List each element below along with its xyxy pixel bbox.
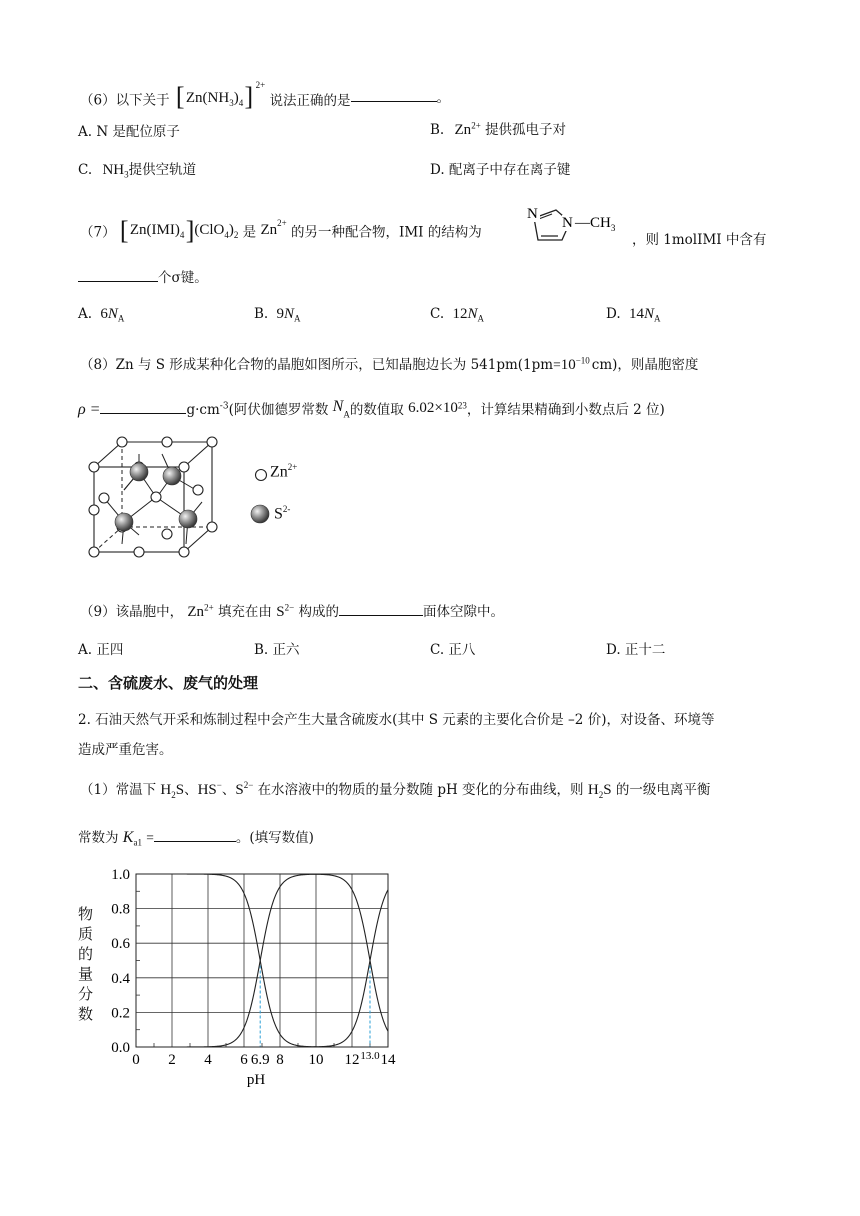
q7-option-c[interactable]: C. $12N_A$ [430, 306, 484, 324]
q9-answer-blank[interactable] [339, 602, 423, 617]
q2-part1-stem: （1）常温下 $H_2S$、HS−、$S^{2-}$ 在水溶液中的物质的量分数随 pH 变化的分布曲线，则 $H_2S$ 的一级电离平衡 [80, 780, 711, 800]
legend-zn2-label: $Zn^{2+}$ [270, 462, 298, 481]
chart-series [136, 874, 388, 1047]
x-tick-label: 10 [308, 1052, 324, 1068]
chart-tick-labels [111, 867, 396, 1068]
y-tick-label: 0.4 [111, 970, 130, 987]
distribution-curve-2 [136, 874, 388, 1047]
q7-stem-line2: 个σ键。 [78, 266, 208, 286]
x-tick-label: 2 [168, 1052, 176, 1068]
zns-unit-cell-diagram [82, 432, 232, 562]
q6-option-b[interactable]: B. $Zn^{2+}$ 提供孤电子对 [430, 120, 567, 138]
q9-option-c[interactable]: C. 正八 [430, 642, 476, 658]
x-tick-label: 6 [240, 1052, 248, 1068]
q2-part1-line2: 常数为 $K_{a1}$ = 。(填写数值) [78, 829, 314, 848]
y-tick-label: 0.0 [111, 1040, 130, 1056]
x-tick-label: 4 [204, 1052, 212, 1068]
x-tick-label: 12 [344, 1052, 360, 1068]
q7-option-b[interactable]: B. $9N_A$ [254, 306, 301, 324]
y-tick-label: 1.0 [111, 867, 130, 883]
q2-intro-line2: 造成严重危害。 [78, 742, 173, 758]
imi-n2-label: N [562, 215, 573, 231]
plot-frame [136, 874, 388, 1047]
q6-stem: （6）以下关于 [ $Zn(NH_3)_4$ ] 2+ 说法正确的是 。 [80, 79, 451, 111]
q9-stem: （9）该晶胞中， $Zn^{2+}$ 填充在由 $S^{2-}$ 构成的 面体空隙中。 [80, 602, 504, 620]
q9-option-d[interactable]: D. 正十二 [606, 642, 666, 658]
q6-option-c[interactable]: C. $NH_3$提供空轨道 [78, 162, 197, 180]
q8-answer-blank[interactable] [100, 400, 186, 415]
q8-stem-line1: （8）Zn 与 S 形成某种化合物的晶胞如图所示，已知晶胞边长为 $541pm(1pm=10^{-10}$ cm)，则晶胞密度 [80, 355, 699, 373]
q7-option-d[interactable]: D. $14N_A$ [606, 306, 661, 324]
imi-structure-diagram [524, 196, 630, 252]
q8-stem-line2: $\rho = g\cdot cm^{-3}$(阿伏伽德罗常数 $N_A$的数值取 $6.02\times 10^{23}$，计算结果精确到小数点后 2 位) [78, 398, 665, 420]
zn-imi-complex-formula: [ $Zn(IMI)_4$ ] [119, 215, 195, 245]
q7-answer-blank[interactable] [78, 268, 158, 283]
y-tick-label: 0.6 [111, 936, 130, 953]
imi-n1-label: N [527, 206, 538, 222]
q6-option-a[interactable]: A. N 是配位原子 [78, 124, 180, 140]
legend-s2-marker [249, 503, 271, 525]
y-axis-label: 物质的量分数 [78, 905, 94, 1023]
q2-intro-line1: 2. 石油天然气开采和炼制过程中会产生大量含硫废水(其中 S 元素的主要化合价是 –2 价)，对设备、环境等 [78, 712, 715, 728]
x-tick-label: 8 [276, 1052, 284, 1068]
q7-stem-suffix: ，则 1molIMI 中含有 [632, 232, 767, 248]
q6-option-d[interactable]: D. 配离子中存在离子键 [430, 162, 571, 178]
q2-ka1-answer-blank[interactable] [154, 828, 236, 843]
q6-answer-blank[interactable] [351, 88, 437, 103]
legend-s2-label: $S^{2-}$ [274, 504, 291, 523]
x-axis-label: pH [246, 1072, 266, 1088]
x-tick-label: 6.9 [250, 1052, 270, 1068]
y-tick-label: 0.8 [111, 901, 130, 918]
q9-option-a[interactable]: A. 正四 [78, 642, 124, 658]
h2s-distribution-chart [74, 864, 404, 1094]
distribution-curve-1 [136, 874, 388, 1047]
zn-nh3-complex-formula: [ $Zn(NH_3)_4$ ] 2+ [175, 79, 266, 111]
x-tick-label: 0 [132, 1052, 140, 1068]
y-tick-label: 0.2 [111, 1005, 130, 1022]
chart-grid [136, 874, 388, 1047]
x-tick-label: 13.0 [360, 1050, 380, 1062]
legend-zn2-marker [254, 468, 268, 482]
section-title: 二、含硫废水、废气的处理 [78, 674, 259, 692]
imi-ch3-label: $—CH_3$ [575, 215, 616, 233]
q7-stem: （7） [ $Zn(IMI)_4$ ] $(ClO_4)_2$ 是 $Zn^{2+}$ 的另一种配合物，IMI 的结构为 [80, 215, 482, 245]
x-tick-label: 14 [380, 1052, 396, 1068]
q9-option-b[interactable]: B. 正六 [254, 642, 300, 658]
chart-guides [260, 961, 370, 1048]
q7-option-a[interactable]: A. $6N_A$ [78, 306, 125, 324]
